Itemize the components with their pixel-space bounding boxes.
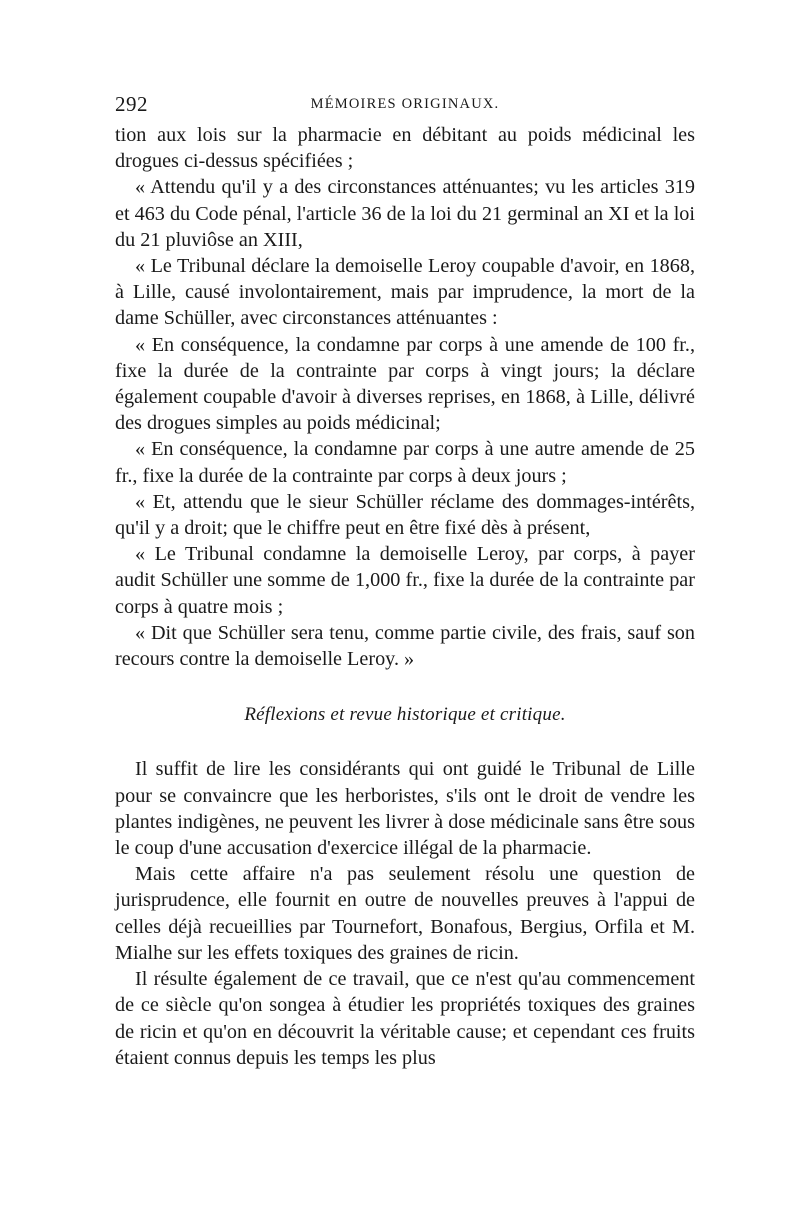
paragraph: Il suffit de lire les considérants qui ont guidé le Tribunal de Lille pour se convaincre que les herboristes, s'ils ont le droit de vendre les plantes indigènes, ne peuvent les livrer à dose médicinale sans être sous le coup d'une accusation d'exercice illégal de la pharmacie.	[115, 758, 695, 860]
paragraph: Il résulte également de ce travail, que ce n'est qu'au commencement de ce siècle qu'on songea à étudier les propriétés toxiques des graines de ricin et qu'on en découvrit la véritable cause; et cependant ces fruits étaient connus depuis les temps les plus	[115, 968, 695, 1069]
paragraph: « Le Tribunal déclare la demoiselle Leroy coupable d'avoir, en 1868, à Lille, causé involontairement, mais par imprudence, la mort de la dame Schüller, avec circonstances atténuantes :	[115, 255, 695, 330]
paragraph: « Et, attendu que le sieur Schüller réclame des dommages-intérêts, qu'il y a droit; que le chiffre peut en être fixé dès à présent,	[115, 490, 695, 540]
page-header	[115, 92, 695, 120]
paragraph: « Attendu qu'il y a des circonstances atténuantes; vu les articles 319 et 463 du Code pénal, l'article 36 de la loi du 21 germinal an XI et la loi du 21 pluviôse an XIII,	[115, 176, 695, 251]
running-title: MÉMOIRES ORIGINAUX.	[310, 96, 500, 112]
paragraph: Mais cette affaire n'a pas seulement résolu une question de jurisprudence, elle fournit en outre de nouvelles preuves à l'appui de celles déjà recueillies par Tournefort, Bonafous, Bergius, Orfila et M. Mialhe sur les effets toxiques des graines de ricin.	[115, 863, 695, 964]
paragraph: « En conséquence, la condamne par corps à une autre amende de 25 fr., fixe la durée de la contrainte par corps à deux jours ;	[115, 438, 695, 487]
main-text	[115, 122, 695, 1071]
paragraph: « Le Tribunal condamne la demoiselle Leroy, par corps, à payer audit Schüller une somme de 1,000 fr., fixe la durée de la contrainte par corps à quatre mois ;	[115, 543, 695, 618]
section-heading: Réflexions et revue historique et critique.	[244, 704, 566, 726]
paragraph: tion aux lois sur la pharmacie en débitant au poids médicinal les drogues ci-dessus spécifiées ;	[115, 124, 695, 173]
paragraph: « Dit que Schüller sera tenu, comme partie civile, des frais, sauf son recours contre la demoiselle Leroy. »	[115, 621, 695, 671]
page-number: 292	[115, 92, 148, 116]
paragraph: « En conséquence, la condamne par corps à une amende de 100 fr., fixe la durée de la contrainte par corps à vingt jours; la déclare également coupable d'avoir à diverses reprises, en 1868, à Lille, délivré des drogues simples au poids médicinal;	[115, 333, 695, 435]
book-page	[115, 92, 695, 1071]
